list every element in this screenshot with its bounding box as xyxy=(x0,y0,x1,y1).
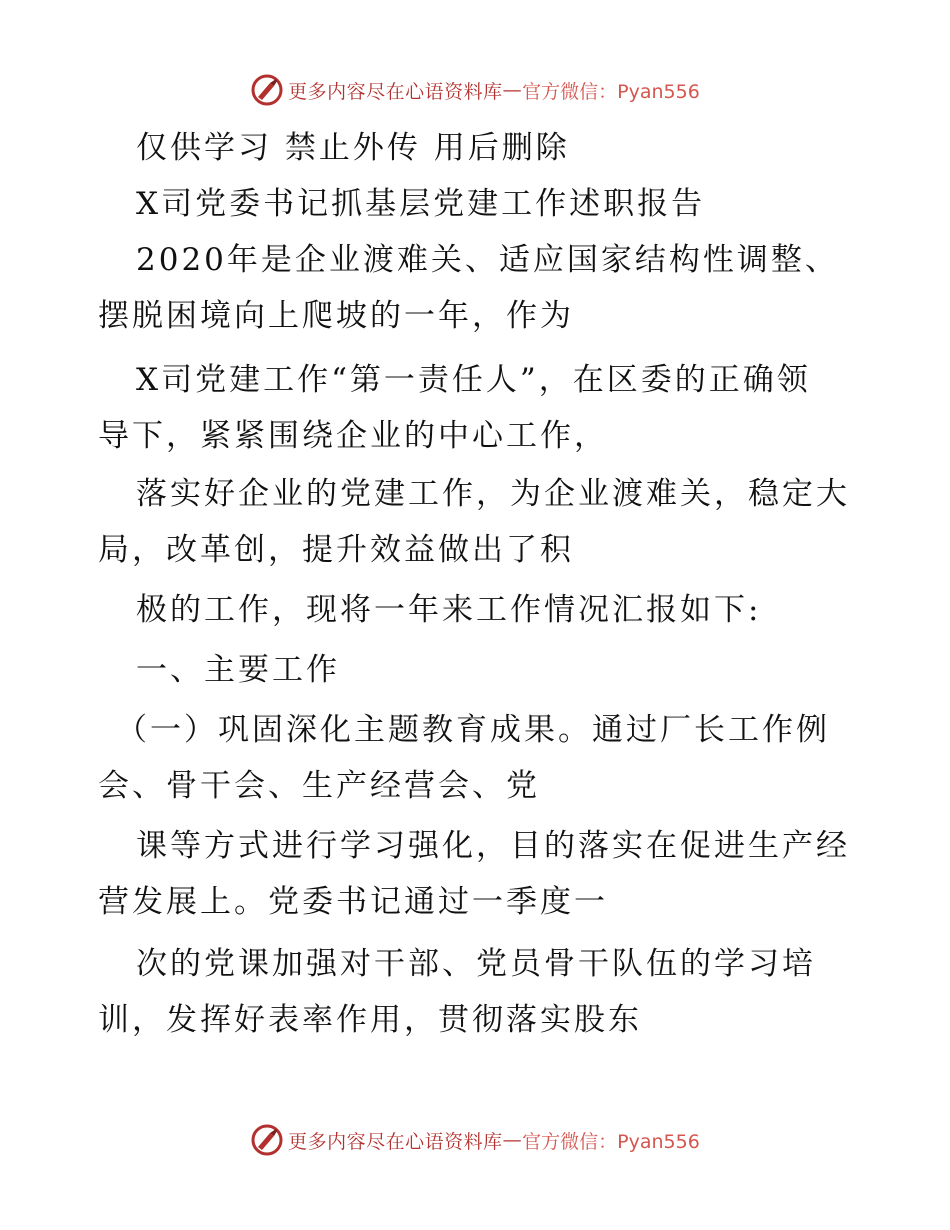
logo-icon xyxy=(250,1123,284,1157)
watermark-text: 更多内容尽在心语资料库 xyxy=(288,80,503,103)
paragraph-line: 落实好企业的党建工作，为企业渡难关，稳定大 xyxy=(136,476,850,512)
paragraph-line: 会、骨干会、生产经营会、党 xyxy=(98,768,540,804)
subsection-heading: （一）巩固深化主题教育成果。通过厂长工作例 xyxy=(116,712,830,748)
watermark-separator: — xyxy=(502,1129,523,1151)
paragraph-line: 摆脱困境向上爬坡的一年，作为 xyxy=(98,298,574,334)
paragraph-line: 训，发挥好表率作用，贯彻落实股东 xyxy=(98,1002,642,1038)
paragraph-line: X司党建工作“第一责任人”，在区委的正确领 xyxy=(136,362,811,398)
paragraph-line: 营发展上。党委书记通过一季度一 xyxy=(98,884,608,920)
paragraph-line: 导下，紧紧围绕企业的中心工作， xyxy=(98,418,608,454)
paragraph-line: 极的工作，现将一年来工作情况汇报如下: xyxy=(136,592,762,628)
document-notice: 仅供学习 禁止外传 用后删除 xyxy=(136,130,570,166)
watermark-wechat: 官方微信：Pyan556 xyxy=(522,80,700,103)
watermark-wechat: 官方微信：Pyan556 xyxy=(522,1130,700,1153)
logo-icon xyxy=(250,73,284,107)
watermark-text: 更多内容尽在心语资料库 xyxy=(288,1130,503,1153)
document-title: X司党委书记抓基层党建工作述职报告 xyxy=(136,186,706,222)
header-watermark xyxy=(0,70,950,110)
paragraph-line: 次的党课加强对干部、党员骨干队伍的学习培 xyxy=(136,946,816,982)
paragraph-line: 局，改革创，提升效益做出了积 xyxy=(98,532,574,568)
paragraph-line: 2020年是企业渡难关、适应国家结构性调整、 xyxy=(136,242,839,278)
watermark-separator: — xyxy=(502,79,523,101)
paragraph-line: 课等方式进行学习强化，目的落实在促进生产经 xyxy=(136,828,850,864)
footer-watermark xyxy=(0,1120,950,1160)
section-heading: 一、主要工作 xyxy=(136,652,340,688)
